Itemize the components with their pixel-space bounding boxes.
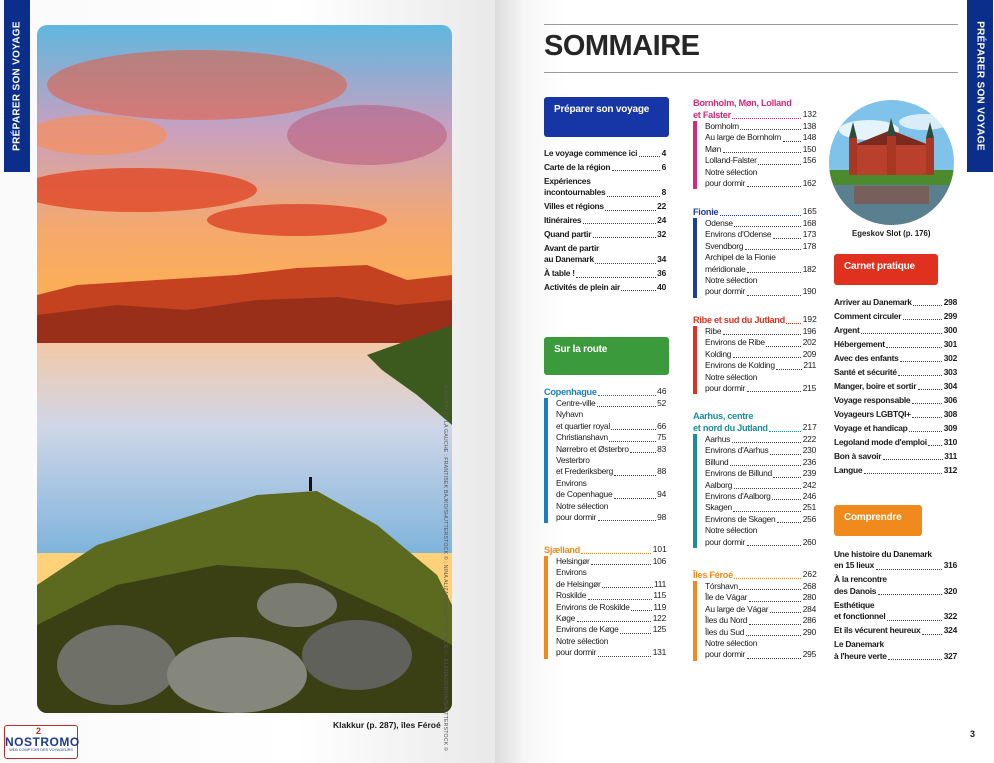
leader-dots [770,454,801,455]
toc-entry: Environs de Billund [705,468,772,479]
toc-page-number: 246 [802,491,816,501]
toc-entry: Centre-ville [556,398,596,408]
toc-entry: Santé et sécurité [834,367,897,377]
toc-page-number: 230 [802,445,816,456]
egeskov-slot-photo [829,100,954,225]
leader-dots [597,406,656,407]
leader-dots [747,658,802,659]
leader-dots [864,473,942,474]
leader-dots [605,210,655,211]
section-page-number: 192 [802,314,817,324]
leader-dots [733,511,801,512]
toc-entry-line1: Notre sélection [705,166,758,177]
toc-page-number: 215 [802,383,816,393]
leader-dots [776,369,802,370]
toc-entry: pour dormir [705,383,746,393]
toc-page-number: 115 [653,590,666,601]
section-color-bar [693,121,697,189]
leader-dots [723,152,802,153]
leader-dots [898,375,942,376]
logo-number: 2 [36,726,42,736]
toc-entry: pour dormir [705,178,746,188]
toc-entry: des Danois [834,585,877,596]
toc-page-number: 162 [802,178,816,188]
leader-dots [740,129,801,130]
toc-page-number: 24 [657,215,666,225]
toc-entry-line1: Expériences [544,175,591,186]
toc-page-number: 34 [657,254,666,265]
toc-page-number: 32 [657,228,666,239]
toc-entry: pour dormir [556,512,597,522]
toc-entry: Manger, boire et sortir [834,381,917,391]
side-tab-label: PRÉPARER SON VOYAGE [11,21,23,151]
toc-entry: Îles du Nord [705,615,748,626]
leader-dots [773,477,801,478]
toc-page-number: 298 [943,297,957,307]
section-color-bar [544,556,548,659]
toc-entry: Voyageurs LGBTQI+ [834,409,911,419]
photo-credit: À PARTIR DE LA GAUCHE : FRANTISEK BAJKO/SHUTTERSTOCK © ; NINA ALIZADA/SHUTTERSTOCK © ; ELENAGRIBIVA/SHUTTERSTOCK © [442,385,448,752]
toc-entry: Environs d'Aalborg [705,491,771,501]
leader-dots [758,164,801,165]
toc-page-number: 301 [943,339,957,349]
leader-dots [614,475,655,476]
toc-entry: et Frederiksberg [556,466,613,477]
toc-page-number: 286 [802,615,816,626]
toc-entry-line1: Nyhavn [556,409,583,420]
toc-entry: Aarhus [705,434,731,444]
section-button-label: Comprendre [844,512,902,523]
toc-entry: Kolding [705,348,732,359]
toc-page-number: 251 [802,502,816,513]
leader-dots [876,569,943,570]
leader-dots [887,620,942,621]
toc-entry: Arriver au Danemark [834,297,912,307]
logo-name: NOSTROMO [5,735,80,749]
section-page-number: 132 [802,109,817,119]
side-tab-label: PRÉPARER SON VOYAGE [974,21,986,151]
toc-entry: et quartier royal [556,420,610,431]
toc-page-number: 4 [661,148,666,158]
toc-entry: Avec des enfants [834,353,899,363]
toc-page-number: 310 [943,437,957,447]
toc-entry: Møn [705,143,721,154]
toc-entry: Bornholm [705,121,739,131]
toc-entry: Environs de Roskilde [556,601,630,612]
toc-page-number: 222 [802,434,816,444]
title-rule-bottom [544,72,958,73]
leader-dots [598,520,656,521]
toc-page-number: 98 [657,512,666,522]
toc-entry: pour dormir [556,647,597,658]
toc-page-number: 316 [943,560,957,571]
toc-page-number: 322 [943,611,957,622]
leader-dots [747,545,802,546]
toc-page-number: 106 [652,556,666,566]
leader-dots [732,118,801,119]
toc-entry-line1: Notre sélection [556,635,609,646]
leader-dots [620,633,651,634]
section-color-bar [693,581,697,661]
leader-dots [730,465,801,466]
toc-entry: Île de Vágar [705,592,748,603]
toc-page-number: 150 [802,143,816,154]
toc-entry-line1: Environs [556,477,587,488]
toc-page-number: 202 [802,337,816,348]
leader-dots [928,445,942,446]
leader-dots [770,612,802,613]
leader-dots [607,196,660,197]
toc-entry: Et ils vécurent heureux [834,625,921,636]
toc-entry: Environs de Køge [556,624,619,635]
toc-entry: et fonctionnel [834,611,886,622]
leader-dots [769,431,801,432]
leader-dots [609,441,655,442]
toc-entry: au Danemark [544,254,594,265]
leader-dots [745,249,802,250]
toc-entry: Bon à savoir [834,451,882,461]
leader-dots [583,223,656,224]
leader-dots [577,621,652,622]
toc-entry-line1: Environs [556,567,587,578]
toc-page-number: 290 [802,626,816,637]
leader-dots [734,578,801,579]
toc-entry: pour dormir [705,649,746,660]
section-title: et nord du Jutland [693,423,768,433]
toc-page-number: 111 [654,578,666,589]
leader-dots [772,499,801,500]
leader-dots [581,553,651,554]
leader-dots [900,361,942,362]
leader-dots [861,333,942,334]
toc-page-number: 138 [802,121,816,131]
toc-page-number: 182 [802,263,816,274]
toc-entry-line1: À la rencontre [834,574,887,585]
side-tab-right [967,0,993,172]
toc-entry: Christianshavn [556,432,608,443]
leader-dots [598,656,652,657]
toc-entry: Odense [705,218,733,228]
toc-entry-line1: Notre sélection [705,638,758,648]
leader-dots [591,564,651,565]
section-title-line1: Aarhus, centre [693,411,754,421]
leader-dots [732,442,802,443]
section-title: Copenhague [544,387,597,397]
section-button-label: Sur la route [554,344,608,355]
toc-entry: Ribe [705,326,722,336]
leader-dots [588,599,652,600]
section-page-number: 46 [657,386,667,396]
toc-entry: Quand partir [544,228,592,239]
toc-page-number: 260 [802,536,816,547]
toc-entry-line1: Esthétique [834,599,875,610]
toc-page-number: 75 [657,432,666,443]
toc-entry: Environs d'Odense [705,229,772,240]
toc-page-number: 256 [802,513,816,524]
toc-entry-line1: Notre sélection [705,371,758,382]
toc-page-number: 308 [943,409,957,419]
nostromo-logo [4,725,78,759]
toc-page-number: 94 [657,489,666,500]
toc-page-number: 119 [653,601,666,612]
toc-page-number: 311 [944,451,957,461]
toc-entry-line1: Notre sélection [556,500,609,511]
toc-page-number: 211 [803,360,816,371]
toc-page-number: 303 [943,367,957,377]
toc-page-number: 299 [943,311,957,321]
toc-entry-line1: Notre sélection [705,275,758,285]
toc-entry: méridionale [705,263,746,274]
toc-page-number: 148 [802,132,816,143]
leader-dots [723,334,802,335]
toc-page-number: 268 [802,581,816,591]
toc-entry: Køge [556,613,576,623]
toc-page-number: 327 [943,650,957,661]
leader-dots [639,156,660,157]
toc-page-number: 36 [657,268,666,279]
toc-entry: Carte de la région [544,161,611,172]
leader-dots [912,403,942,404]
toc-entry: Tórshavn [705,581,738,591]
section-button-carnet-pratique[interactable] [834,254,938,285]
toc-entry: Aalborg [705,479,733,490]
toc-entry: Legoland mode d'emploi [834,437,927,447]
leader-dots [614,498,656,499]
toc-page-number: 173 [802,229,816,240]
toc-entry-line1: Une histoire du Danemark [834,549,932,559]
leader-dots [631,610,652,611]
logo-tagline: WEB COMPTOIR DES VOYAGEURS [9,748,73,752]
toc-entry: Environs de Kolding [705,360,775,371]
toc-entry: Lolland-Falster [705,155,757,166]
title-rule-top [544,24,958,25]
page-title: SOMMAIRE [544,30,700,62]
section-title-line1: Bornholm, Møn, Lolland [693,98,792,108]
toc-page-number: 22 [657,201,666,212]
toc-page-number: 40 [657,282,666,292]
toc-page-number: 295 [802,649,816,660]
section-button-preparer[interactable] [544,97,669,137]
leader-dots [734,226,801,227]
toc-page-number: 242 [802,479,816,490]
toc-page-number: 309 [943,423,957,433]
toc-page-number: 306 [943,395,957,405]
toc-page-number: 178 [802,240,816,251]
page-number: 3 [970,729,976,739]
side-tab-left [4,0,30,172]
section-page-number: 165 [802,206,817,216]
leader-dots [602,587,653,588]
leader-dots [909,431,942,432]
toc-page-number: 125 [652,624,666,635]
toc-entry: Voyage et handicap [834,423,908,433]
toc-page-number: 168 [802,218,816,228]
toc-page-number: 131 [652,647,666,658]
section-title: et Falster [693,110,731,120]
toc-page-number: 66 [657,420,666,431]
toc-entry-line1: Le Danemark [834,639,884,650]
section-title: Ribe et sud du Jutland [693,315,785,325]
leader-dots [746,635,802,636]
leader-dots [747,186,802,187]
leader-dots [612,170,660,171]
section-color-bar [544,398,548,523]
toc-entry: Nørrebro et Østerbro [556,443,629,454]
leader-dots [913,305,942,306]
toc-entry: Hébergement [834,339,885,349]
toc-page-number: 88 [657,466,666,477]
toc-page-number: 122 [652,613,666,623]
toc-entry: incontournables [544,187,606,198]
toc-page-number: 312 [943,465,957,475]
section-page-number: 262 [802,569,817,579]
leader-dots [747,272,801,273]
section-page-number: 101 [652,544,667,554]
leader-dots [749,601,802,602]
toc-entry: Activités de plein air [544,282,620,292]
toc-entry: Îles du Sud [705,626,745,637]
toc-entry-line1: Vesterbro [556,455,590,465]
section-title: Îles Féroé [693,570,733,580]
leader-dots [733,357,802,358]
leader-dots [922,634,942,635]
toc-entry: pour dormir [705,286,746,297]
leader-dots [749,624,802,625]
toc-entry: À table ! [544,268,575,279]
toc-page-number: 8 [661,187,666,198]
egeskov-caption: Egeskov Slot (p. 176) [852,229,931,238]
leader-dots [576,277,655,278]
toc-entry: à l'heure verte [834,650,887,661]
leader-dots [630,452,655,453]
toc-entry: Billund [705,456,729,467]
leader-dots [773,238,802,239]
leader-dots [593,237,656,238]
leader-dots [883,459,943,460]
toc-page-number: 300 [943,325,957,335]
photo-caption: Klakkur (p. 287), îles Féroé [333,720,441,730]
leader-dots [598,395,656,396]
leader-dots [766,346,801,347]
leader-dots [783,141,802,142]
leader-dots [611,429,655,430]
toc-page-number: 284 [802,603,816,614]
section-color-bar [693,326,697,394]
toc-entry: Le voyage commence ici [544,148,638,158]
leader-dots [747,391,802,392]
toc-page-number: 156 [802,155,816,166]
toc-page-number: 304 [943,381,957,391]
toc-entry: Voyage responsable [834,395,911,405]
toc-page-number: 324 [943,625,957,636]
section-color-bar [693,434,697,548]
toc-entry: Environs d'Aarhus [705,445,769,456]
leader-dots [595,263,655,264]
leader-dots [734,488,802,489]
toc-page-number: 239 [802,468,816,479]
section-button-label: Carnet pratique [844,261,915,272]
toc-entry: Svendborg [705,240,744,251]
toc-entry-line1: Archipel de la Fionie [705,252,776,263]
leader-dots [918,389,943,390]
section-button-comprendre[interactable] [834,505,922,536]
toc-page-number: 209 [802,348,816,359]
section-title: Fionie [693,207,719,217]
toc-entry: Itinéraires [544,215,582,225]
leader-dots [747,295,802,296]
section-button-label: Préparer son voyage [554,104,650,115]
leader-dots [786,323,801,324]
section-button-sur-la-route[interactable] [544,337,669,375]
leader-dots [777,522,801,523]
toc-entry: Au large de Bornholm [705,132,782,143]
toc-entry-line1: Notre sélection [705,525,758,536]
toc-page-number: 52 [657,398,666,408]
toc-page-number: 320 [943,585,957,596]
section-title: Sjælland [544,545,580,555]
toc-page-number: 196 [802,326,816,336]
toc-entry: Au large de Vágar [705,603,769,614]
toc-page-number: 6 [661,161,666,172]
leader-dots [739,589,801,590]
leader-dots [720,215,802,216]
leader-dots [621,290,655,291]
toc-page-number: 190 [802,286,816,297]
toc-entry: Environs de Ribe [705,337,765,348]
leader-dots [878,594,943,595]
toc-page-number: 302 [943,353,957,363]
toc-entry: Langue [834,465,863,475]
toc-page-number: 280 [802,592,816,603]
toc-entry: Argent [834,325,860,335]
toc-entry-line1: Avant de partir [544,242,600,253]
leader-dots [903,319,943,320]
leader-dots [912,417,942,418]
leader-dots [888,659,942,660]
toc-entry: Helsingør [556,556,590,566]
leader-dots [886,347,942,348]
toc-page-number: 236 [802,456,816,467]
toc-entry: de Copenhague [556,489,613,500]
section-page-number: 217 [802,422,817,432]
toc-entry: pour dormir [705,536,746,547]
toc-entry: en 15 lieux [834,560,875,571]
toc-entry: de Helsingør [556,578,601,589]
toc-entry: Environs de Skagen [705,513,776,524]
toc-page-number: 83 [657,443,666,454]
toc-entry: Comment circuler [834,311,902,321]
toc-entry: Skagen [705,502,732,513]
toc-entry: Roskilde [556,590,587,601]
toc-entry: Villes et régions [544,201,604,212]
section-color-bar [693,218,697,298]
